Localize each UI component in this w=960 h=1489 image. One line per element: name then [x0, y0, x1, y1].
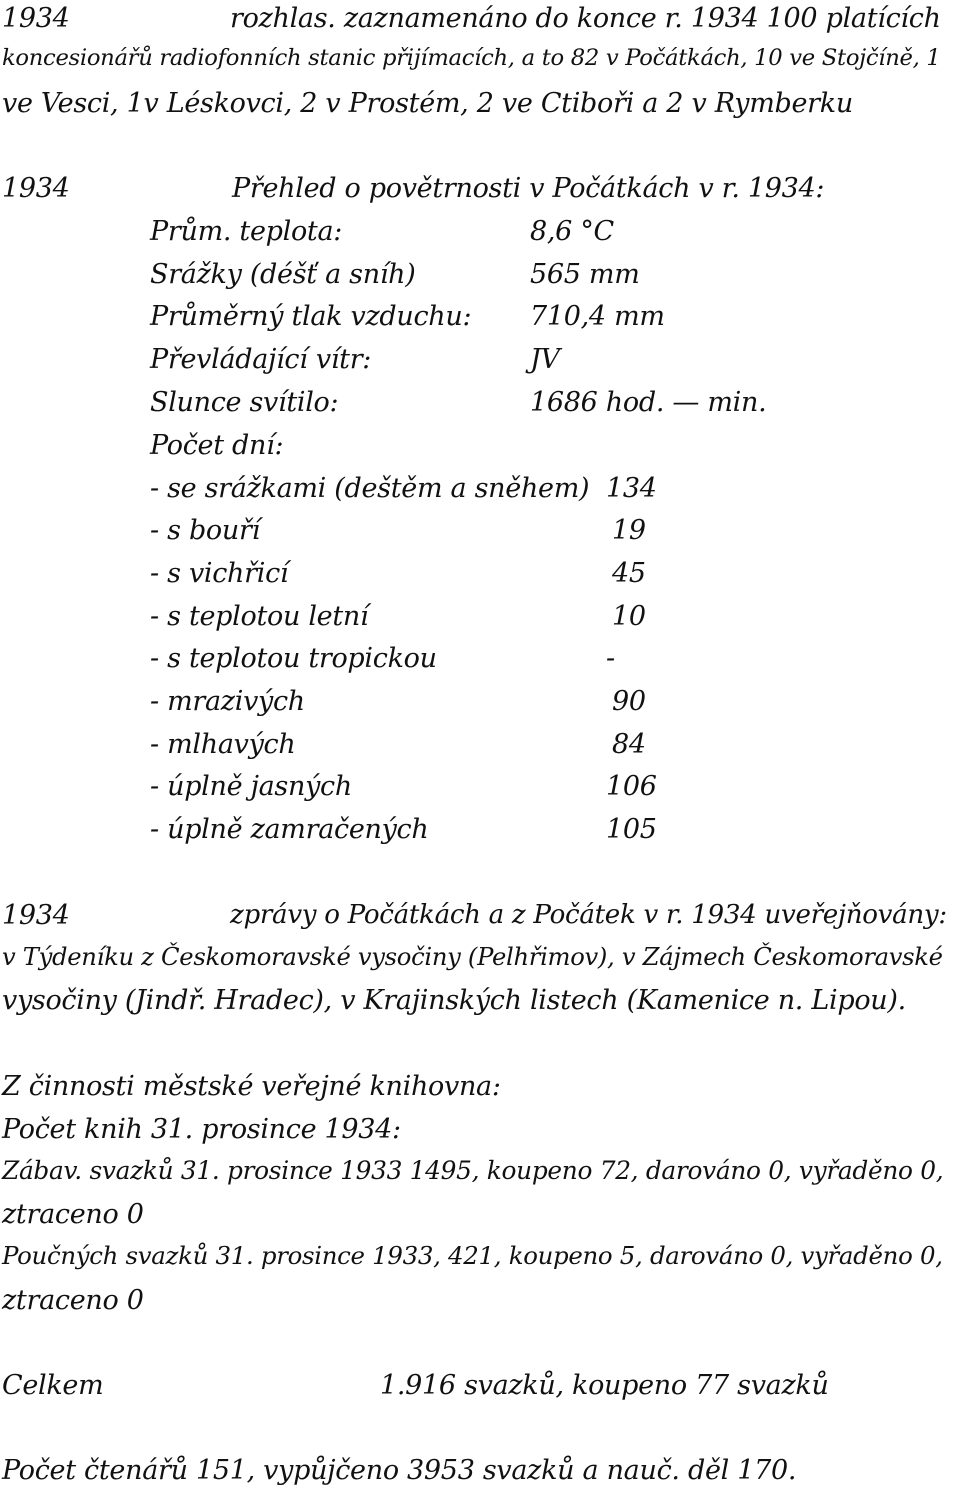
- news-line-1: zprávy o Počátkách a z Počátek v r. 1934 uveřejňovány:: [230, 900, 947, 930]
- stat-value: 8,6 °C: [530, 216, 614, 247]
- day-label: - se srážkami (deštěm a sněhem): [150, 473, 590, 504]
- day-value: 10: [612, 601, 646, 632]
- stat-value: 1686 hod. — min.: [530, 387, 767, 418]
- day-label: - mlhavých: [150, 729, 296, 760]
- stat-label: Slunce svítilo:: [150, 387, 339, 418]
- day-label: - s teplotou tropickou: [150, 643, 437, 674]
- library-fiction-line-2: ztraceno 0: [2, 1199, 144, 1230]
- stat-value: 565 mm: [530, 259, 640, 290]
- stat-label: Převládající vítr:: [150, 344, 372, 375]
- day-value: 134: [606, 473, 657, 504]
- stat-label: Průměrný tlak vzduchu:: [150, 301, 472, 332]
- day-label: - s teplotou letní: [150, 601, 369, 632]
- stat-label: Prům. teplota:: [150, 216, 343, 247]
- radio-line-3: ve Vesci, 1v Léskovci, 2 v Prostém, 2 ve Ctiboři a 2 v Rymberku: [2, 88, 853, 119]
- radio-line-1: rozhlas. zaznamenáno do konce r. 1934 100 platících: [230, 3, 941, 34]
- day-value: 90: [612, 686, 646, 717]
- news-line-3: vysočiny (Jindř. Hradec), v Krajinských listech (Kamenice n. Lipou).: [2, 985, 906, 1016]
- day-value: 106: [606, 771, 657, 802]
- day-label: - úplně zamračených: [150, 814, 429, 845]
- day-label: - mrazivých: [150, 686, 305, 717]
- radio-line-2: koncesionářů radiofonních stanic přijímacích, a to 82 v Počátkách, 10 ve Stojčíně, 1: [2, 45, 941, 71]
- library-readers-line: Počet čtenářů 151, vypůjčeno 3953 svazků a nauč. děl 170.: [2, 1455, 797, 1486]
- library-edu-line-2: ztraceno 0: [2, 1285, 144, 1316]
- library-edu-line-1: Poučných svazků 31. prosince 1933, 421, koupeno 5, darováno 0, vyřaděno 0,: [2, 1241, 943, 1270]
- news-year: 1934: [2, 900, 70, 931]
- library-fiction-line-1: Zábav. svazků 31. prosince 1933 1495, koupeno 72, darováno 0, vyřaděno 0,: [2, 1156, 944, 1185]
- day-value: 45: [612, 558, 646, 589]
- weather-heading: Přehled o povětrnosti v Počátkách v r. 1934:: [232, 173, 825, 204]
- day-value: -: [606, 643, 615, 674]
- day-value: 19: [612, 515, 646, 546]
- radio-year: 1934: [2, 3, 70, 34]
- library-count-line: Počet knih 31. prosince 1934:: [2, 1114, 401, 1145]
- day-value: 84: [612, 729, 646, 760]
- day-label: - úplně jasných: [150, 771, 352, 802]
- stat-label: Srážky (déšť a sníh): [150, 259, 416, 290]
- days-heading: Počet dní:: [150, 430, 284, 461]
- library-total-value: 1.916 svazků, koupeno 77 svazků: [380, 1370, 829, 1401]
- stat-value: 710,4 mm: [530, 301, 665, 332]
- news-line-2: v Týdeníku z Českomoravské vysočiny (Pelhřimov), v Zájmech Českomoravské: [2, 942, 943, 971]
- library-heading: Z činnosti městské veřejné knihovna:: [2, 1071, 501, 1102]
- day-label: - s bouří: [150, 515, 260, 546]
- stat-value: JV: [530, 344, 560, 375]
- day-value: 105: [606, 814, 657, 845]
- day-label: - s vichřicí: [150, 558, 289, 589]
- weather-year: 1934: [2, 173, 70, 204]
- library-total-label: Celkem: [2, 1370, 104, 1401]
